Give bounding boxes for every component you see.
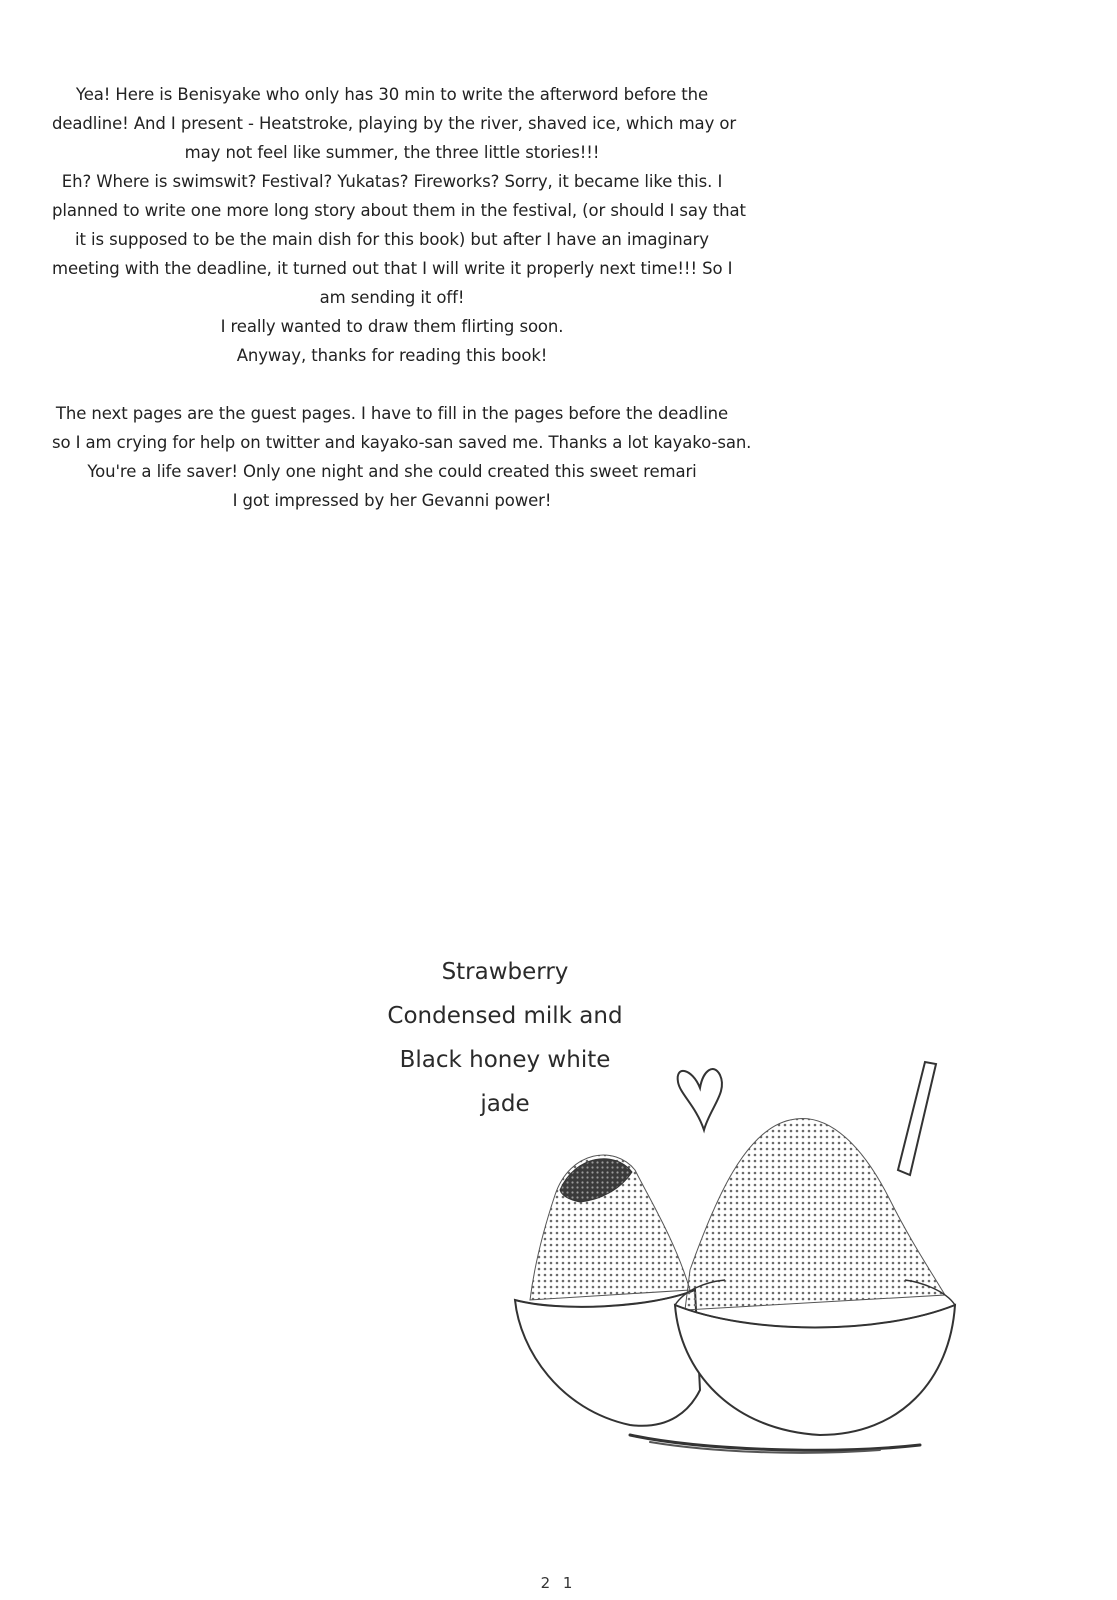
afterword-line: You're a life saver! Only one night and she could created this sweet remari <box>87 462 697 481</box>
heart-icon <box>678 1069 722 1130</box>
afterword-line: I got impressed by her Gevanni power! <box>232 491 552 510</box>
page-number: 2 1 <box>540 1574 577 1592</box>
afterword-line: Eh? Where is swimswit? Festival? Yukatas? Fireworks? Sorry, it became like this. I <box>61 172 723 191</box>
shaved-ice-illustration <box>500 1050 980 1500</box>
afterword-text <box>52 80 752 515</box>
afterword-line: am sending it off! <box>319 288 465 307</box>
afterword-line: I really wanted to draw them flirting soon. <box>220 317 564 336</box>
afterword-line: Yea! Here is Benisyake who only has 30 min to write the afterword before the <box>75 85 709 104</box>
afterword-line: meeting with the deadline, it turned out that I will write it properly next time!!! So I <box>52 259 733 278</box>
caption-line: Black honey white <box>399 1047 611 1073</box>
afterword-line: Anyway, thanks for reading this book! <box>236 346 548 365</box>
afterword-line: deadline! And I present - Heatstroke, playing by the river, shaved ice, which may or <box>52 114 737 133</box>
afterword-line: The next pages are the guest pages. I have to fill in the pages before the deadline <box>55 404 729 423</box>
caption-line: jade <box>480 1091 530 1117</box>
straw-spoon-icon <box>898 1062 936 1175</box>
caption-line: Condensed milk and <box>387 1003 623 1029</box>
shaved-ice-bowl-icon <box>515 1155 700 1426</box>
afterword-line: it is supposed to be the main dish for this book) but after I have an imaginary <box>75 230 709 249</box>
paragraph-gap <box>52 370 732 399</box>
caption-line: Strawberry <box>441 959 569 985</box>
afterword-line: may not feel like summer, the three little stories!!! <box>184 143 600 162</box>
afterword-line: planned to write one more long story about them in the festival, (or should I say that <box>52 201 746 220</box>
afterword-line: so I am crying for help on twitter and kayako-san saved me. Thanks a lot kayako-san. <box>52 433 752 452</box>
